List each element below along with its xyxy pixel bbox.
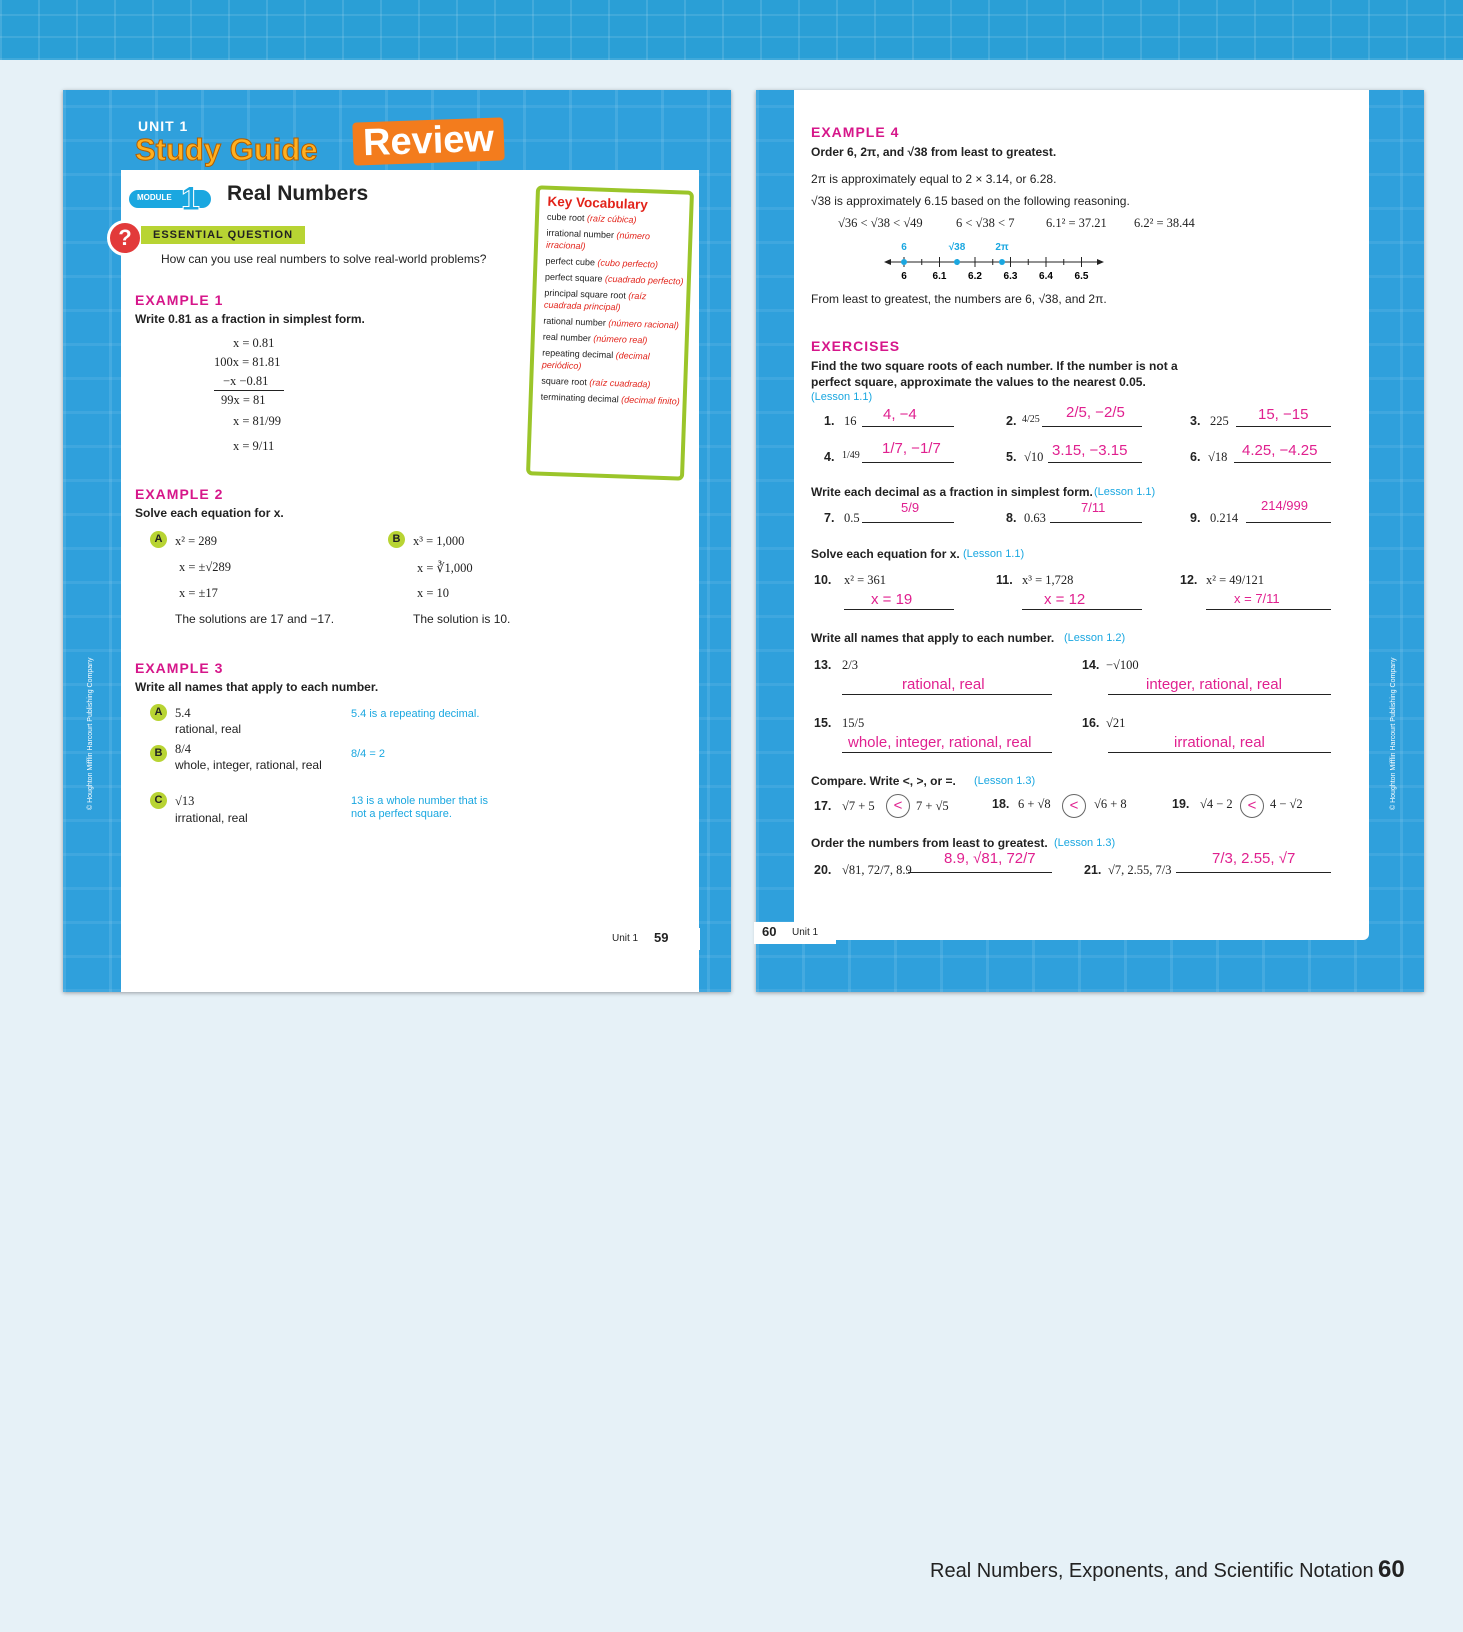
exercise-number: 6.: [1190, 450, 1201, 464]
exercise-number: 2.: [1006, 414, 1017, 428]
vocab-term: principal square root: [544, 287, 627, 301]
vocab-item: [541, 375, 683, 392]
vocab-item: [543, 315, 685, 332]
answer-line: [1176, 872, 1331, 873]
key-vocabulary-list: [541, 211, 690, 408]
number-line-tick-label: 6.5: [1074, 271, 1089, 282]
badge-a: A: [150, 531, 167, 548]
exercises-instruction-6: Order the numbers from least to greatest.: [811, 836, 1048, 850]
exercise-question: 225: [1210, 414, 1229, 428]
vocab-spanish: (decimal periódico): [541, 350, 650, 372]
example-4-conclusion: From least to greatest, the numbers are 6, √38, and 2π.: [811, 292, 1107, 306]
vocab-spanish: (número racional): [608, 317, 680, 331]
answer-line: [862, 426, 954, 427]
exercise-question: 4/25: [1022, 414, 1040, 425]
example-1-step: 99x = 81: [221, 393, 266, 407]
exercise-question: 2/3: [842, 658, 858, 672]
example-3b-note: 8/4 = 2: [351, 748, 385, 760]
exercise-number: 18.: [992, 797, 1010, 811]
vocab-term: cube root: [546, 211, 585, 224]
example-3a-names: rational, real: [175, 722, 242, 736]
unit-label: UNIT 1: [138, 118, 189, 134]
example-3c-note: 13 is a whole number that is not a perfect square.: [351, 795, 488, 820]
compare-answer: <: [1240, 794, 1264, 818]
answer-line: [1236, 426, 1331, 427]
footer-unit: Unit 1: [792, 927, 819, 938]
answer-line: [1108, 694, 1331, 695]
copyright-notice: © Houghton Mifflin Harcourt Publishing Company: [87, 657, 94, 810]
vocab-term: perfect cube: [545, 255, 596, 268]
lesson-ref: (Lesson 1.1): [1094, 486, 1156, 498]
example-3b-names: whole, integer, rational, real: [175, 758, 322, 772]
example-2a-line: x = ±17: [179, 586, 218, 600]
vocab-spanish: (cubo perfecto): [597, 257, 659, 270]
exercise-answer: 15, −15: [1258, 406, 1309, 423]
exercise-number: 14.: [1082, 658, 1100, 672]
exercise-number: 17.: [814, 799, 832, 813]
vocab-term: irrational number: [546, 227, 615, 241]
vocab-term: square root: [541, 375, 587, 388]
compare-left: 6 + √8: [1018, 797, 1051, 811]
vocab-spanish: (cuadrado perfecto): [604, 273, 684, 287]
example-3a-note: 5.4 is a repeating decimal.: [351, 708, 480, 720]
badge-b: B: [388, 531, 405, 548]
exercise-question: √18: [1208, 450, 1228, 464]
arrow-left-icon: [884, 259, 891, 265]
exercise-number: 13.: [814, 658, 832, 672]
exercise-number: 19.: [1172, 797, 1190, 811]
number-line-tick-label: 6.3: [1003, 271, 1018, 282]
vocab-item: [544, 287, 687, 316]
example-1-step: x = 81/99: [233, 414, 282, 428]
module-title: Real Numbers: [227, 182, 369, 205]
answer-line: [1050, 522, 1142, 523]
compare-answer: <: [1062, 794, 1086, 818]
vocab-item: [543, 331, 685, 348]
example-4-line2: √38 is approximately 6.15 based on the following reasoning.: [811, 194, 1130, 208]
point-2pi: [999, 259, 1005, 265]
footer-unit: Unit 1: [612, 933, 639, 944]
exercise-number: 20.: [814, 863, 832, 877]
compare-right: 7 + √5: [916, 799, 949, 813]
arrow-right-icon: [1097, 259, 1104, 265]
title-study-guide: Study Guide: [135, 132, 318, 167]
number-line-tick-label: 6: [901, 271, 907, 282]
vocab-item: [545, 271, 687, 288]
exercise-question: √10: [1024, 450, 1044, 464]
exercise-answer: x = 7/11: [1234, 591, 1280, 606]
vocab-item: [546, 227, 689, 256]
exercise-number: 15.: [814, 716, 832, 730]
exercise-question: x² = 49/121: [1206, 573, 1265, 587]
example-2b-line: x = 10: [417, 586, 450, 600]
exercise-answer: whole, integer, rational, real: [848, 734, 1032, 751]
left-page: [63, 90, 731, 992]
example-2-title: EXAMPLE 2: [135, 486, 224, 502]
exercises-instruction-5: Compare. Write <, >, or =.: [811, 774, 956, 788]
exercise-question: 15/5: [842, 716, 865, 730]
answer-line: [908, 872, 1052, 873]
point-label: 6: [901, 242, 907, 253]
example-1-step: −x −0.81: [223, 374, 269, 388]
vocab-spanish: (número real): [593, 333, 648, 346]
vocab-term: rational number: [543, 315, 607, 328]
exercise-answer: x = 19: [871, 591, 913, 608]
example-4-reasoning: √36 < √38 < √49: [838, 216, 923, 230]
badge-a: A: [150, 704, 167, 721]
answer-line: [862, 462, 954, 463]
example-4-reasoning: 6 < √38 < 7: [956, 216, 1015, 230]
top-banner: [0, 0, 1463, 60]
exercise-number: 12.: [1180, 573, 1198, 587]
number-line-tick-label: 6.2: [968, 271, 982, 282]
answer-line: [1234, 462, 1331, 463]
exercise-number: 7.: [824, 511, 835, 525]
example-1-step: 100x = 81.81: [214, 355, 281, 369]
compare-left: √7 + 5: [842, 799, 875, 813]
exercises-instruction-4: Write all names that apply to each number.: [811, 631, 1055, 645]
example-4-reasoning: 6.2² = 38.44: [1134, 216, 1195, 230]
answer-line: [1048, 462, 1142, 463]
point-label: 2π: [995, 242, 1009, 253]
page-footer-tab: [608, 928, 700, 950]
vocab-term: repeating decimal: [542, 347, 614, 361]
exercise-question: 0.5: [844, 511, 860, 525]
module-number: 1: [181, 180, 200, 218]
number-line: [884, 238, 1114, 286]
example-3-title: EXAMPLE 3: [135, 660, 224, 676]
example-1-step: x = 0.81: [233, 336, 275, 350]
example-4-reasoning: 6.1² = 37.21: [1046, 216, 1107, 230]
compare-left: √4 − 2: [1200, 797, 1233, 811]
answer-line: [844, 609, 954, 610]
vocab-term: terminating decimal: [540, 391, 619, 405]
example-3c-names: irrational, real: [175, 811, 248, 825]
exercises-title: EXERCISES: [811, 338, 901, 354]
exercise-answer: rational, real: [902, 676, 985, 693]
vocab-item: [542, 347, 685, 376]
exercise-number: 16.: [1082, 716, 1100, 730]
vocab-spanish: (raíz cuadrada): [589, 377, 651, 390]
exercise-question: x³ = 1,728: [1022, 573, 1074, 587]
vocab-item: [547, 211, 689, 228]
example-4-title: EXAMPLE 4: [811, 124, 900, 140]
compare-right: √6 + 8: [1094, 797, 1127, 811]
answer-line: [1022, 609, 1142, 610]
compare-answer: <: [886, 794, 910, 818]
exercise-number: 11.: [996, 573, 1013, 587]
vocab-term: real number: [542, 331, 592, 344]
number-line-tick-label: 6.1: [932, 271, 947, 282]
exercise-answer: 8.9, √81, 72/7: [944, 850, 1036, 867]
lesson-ref: (Lesson 1.2): [1064, 632, 1126, 644]
exercise-question: 0.214: [1210, 511, 1239, 525]
exercise-answer: 3.15, −3.15: [1052, 442, 1128, 459]
vocab-spanish: (raíz cuadrada principal): [543, 290, 647, 313]
lesson-ref: (Lesson 1.3): [1054, 837, 1116, 849]
exercise-answer: 5/9: [901, 500, 920, 515]
vocab-spanish: (número irracional): [545, 230, 651, 252]
exercise-question: √21: [1106, 716, 1126, 730]
number-line-tick-label: 6.4: [1039, 271, 1053, 282]
answer-line: [1206, 609, 1331, 610]
exercise-answer: integer, rational, real: [1146, 676, 1282, 693]
example-2b-line: x³ = 1,000: [413, 534, 465, 548]
exercise-number: 10.: [814, 573, 832, 587]
footer-page-number: 59: [654, 930, 669, 945]
answer-line: [1042, 426, 1142, 427]
example-2a-line: x² = 289: [175, 534, 218, 548]
exercise-question: 16: [844, 414, 857, 428]
question-icon: ?: [107, 220, 143, 256]
exercise-answer: 2/5, −2/5: [1066, 404, 1125, 421]
module-label: MODULE: [137, 193, 172, 202]
essential-question-text: How can you use real numbers to solve real-world problems?: [161, 252, 487, 266]
vocab-item: [545, 255, 687, 272]
book-footer-title: Real Numbers, Exponents, and Scientific Notation: [930, 1560, 1374, 1582]
example-4-line1: 2π is approximately equal to 2 × 3.14, or 6.28.: [811, 172, 1057, 186]
answer-line: [1246, 522, 1331, 523]
example-2b-line: x = ∛1,000: [417, 561, 473, 575]
example-2a-conclusion: The solutions are 17 and −17.: [175, 612, 335, 626]
exercise-question: 0.63: [1024, 511, 1046, 525]
example-3a-number: 5.4: [175, 706, 191, 720]
title-review: Review: [352, 117, 504, 165]
exercise-number: 9.: [1190, 511, 1201, 525]
example-2a-line: x = ±√289: [179, 560, 232, 574]
exercises-instruction-2: Write each decimal as a fraction in simplest form.: [811, 485, 1093, 499]
example-1-rule: [214, 390, 284, 391]
exercise-answer: 4.25, −4.25: [1242, 442, 1318, 459]
example-1-title: EXAMPLE 1: [135, 292, 224, 308]
compare-right: 4 − √2: [1270, 797, 1303, 811]
badge-c: C: [150, 792, 167, 809]
example-1-prompt: Write 0.81 as a fraction in simplest form.: [135, 312, 365, 326]
exercise-answer: 7/11: [1081, 500, 1106, 515]
exercise-number: 4.: [824, 450, 835, 464]
exercise-number: 8.: [1006, 511, 1017, 525]
vocab-spanish: (decimal finito): [621, 394, 680, 407]
exercise-answer: 214/999: [1261, 498, 1308, 513]
example-1-step: x = 9/11: [233, 439, 275, 453]
exercises-instruction-3: Solve each equation for x.: [811, 547, 960, 561]
page-footer-tab: [754, 922, 836, 944]
example-2b-conclusion: The solution is 10.: [413, 612, 511, 626]
answer-line: [842, 694, 1052, 695]
example-3c-number: √13: [175, 794, 195, 808]
essential-question-label: ESSENTIAL QUESTION: [141, 226, 305, 244]
footer-page-number: 60: [762, 924, 777, 939]
lesson-ref: (Lesson 1.1): [811, 391, 873, 403]
badge-b: B: [150, 745, 167, 762]
exercise-number: 3.: [1190, 414, 1201, 428]
point-6: [901, 259, 907, 265]
exercise-number: 21.: [1084, 863, 1102, 877]
point-label: √38: [948, 242, 966, 253]
vocab-term: perfect square: [544, 271, 603, 284]
point-sqrt38: [954, 259, 960, 265]
exercise-answer: irrational, real: [1174, 734, 1265, 751]
book-footer-page: 60: [1378, 1556, 1405, 1583]
vocab-item: [541, 391, 683, 408]
key-vocabulary-box: [526, 185, 694, 480]
exercise-answer: 1/7, −1/7: [882, 440, 941, 457]
exercise-question: −√100: [1106, 658, 1139, 672]
lesson-ref: (Lesson 1.3): [974, 775, 1036, 787]
exercise-question: √81, 72/7, 8.9: [842, 863, 912, 877]
answer-line: [1108, 752, 1331, 753]
exercise-question: x² = 361: [844, 573, 887, 587]
exercise-question: 1/49: [842, 450, 860, 461]
vocab-spanish: (raíz cúbica): [586, 213, 637, 225]
exercise-answer: x = 12: [1044, 591, 1086, 608]
exercise-number: 1.: [824, 414, 835, 428]
lesson-ref: (Lesson 1.1): [963, 548, 1025, 560]
example-3b-number: 8/4: [175, 742, 191, 756]
copyright-notice: © Houghton Mifflin Harcourt Publishing Company: [1390, 657, 1397, 810]
exercise-answer: 7/3, 2.55, √7: [1212, 850, 1296, 867]
exercise-number: 5.: [1006, 450, 1017, 464]
right-page: [756, 90, 1424, 992]
exercise-answer: 4, −4: [883, 406, 917, 423]
example-2-prompt: Solve each equation for x.: [135, 506, 284, 520]
example-4-prompt: Order 6, 2π, and √38 from least to greatest.: [811, 145, 1057, 159]
key-vocabulary-title: Key Vocabulary: [547, 193, 649, 213]
example-3-prompt: Write all names that apply to each number.: [135, 680, 379, 694]
module-tag: [129, 180, 211, 218]
answer-line: [842, 752, 1052, 753]
exercises-instruction-1: Find the two square roots of each number. If the number is not a perfect square, approximate the values to the nearest 0.05.: [811, 359, 1178, 389]
answer-line: [862, 522, 954, 523]
exercise-question: √7, 2.55, 7/3: [1108, 863, 1172, 877]
